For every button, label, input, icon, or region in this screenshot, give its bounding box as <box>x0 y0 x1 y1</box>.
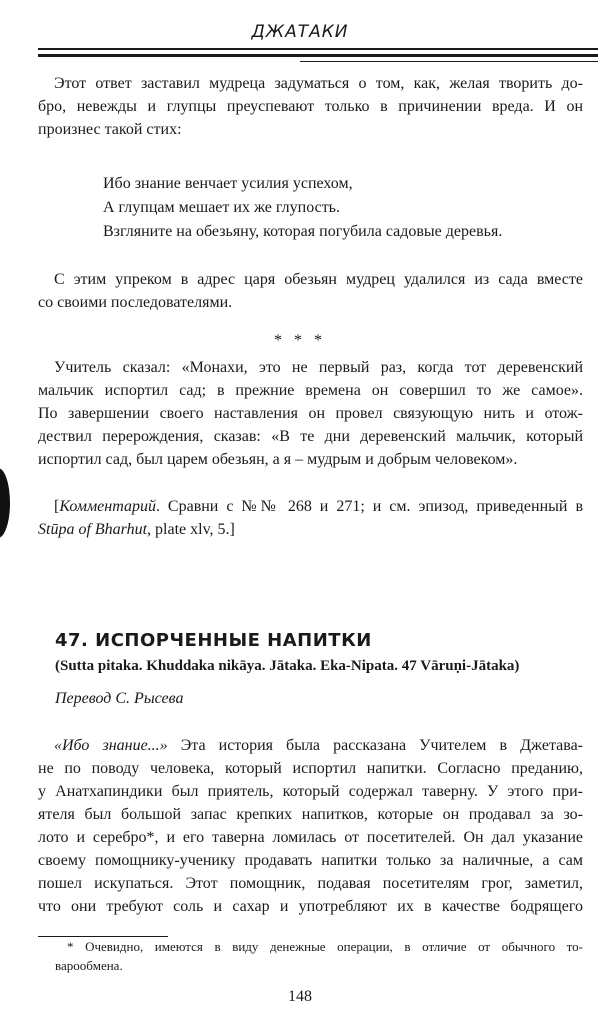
text-span: Эта история была рассказана Учителем в Джетава- <box>167 737 584 754</box>
commentary <box>38 495 583 541</box>
page-number: 148 <box>288 988 312 1005</box>
text-line: С этим упреком в адрес царя обезьян мудрец удалился из сада вместе <box>54 271 583 288</box>
commentary-line <box>38 518 583 541</box>
commentary-label: Комментарий <box>59 498 156 515</box>
commentary-line <box>38 495 583 518</box>
text-line: ятеля был большой запас крепких напитков, которые он продавал за зо- <box>38 806 583 823</box>
header-rule-top <box>38 48 598 50</box>
footnote-line: варообмена. <box>55 958 123 973</box>
running-head: ДЖАТАКИ <box>251 22 349 42</box>
text-line: не по поводу человека, который испортил напитки. Согласно преданию, <box>38 760 583 777</box>
text-line: По завершении своего наставления он провел связующую нить и отож- <box>38 405 583 422</box>
text-line: мальчик испортил сад; в прежние времена он совершил то же самое». <box>38 382 583 399</box>
story-heading: 47. ИСПОРЧЕННЫЕ НАПИТКИ <box>55 630 372 651</box>
story-body <box>38 734 583 918</box>
section-separator: * * * <box>274 332 326 349</box>
text-line: испортил сад, был царем обезьян, а я – мудрым и добрым человеком». <box>38 451 518 468</box>
scan-edge-shadow <box>0 468 10 538</box>
text-line <box>38 734 583 757</box>
text-line: бро, невежды и глупцы преуспевают только в причинении вреда. И он <box>38 98 583 115</box>
teacher-paragraph <box>38 356 583 471</box>
header-rule-middle <box>38 54 598 57</box>
text-line: у Анатхапиндики был приятель, который содержал таверну. У этого при- <box>38 783 583 800</box>
header-rule-bottom <box>300 61 598 62</box>
text-line: Этот ответ заставил мудреца задуматься о том, как, желая творить до- <box>54 75 583 92</box>
source-title: Stūpa of Bharhut <box>38 521 148 538</box>
verse <box>103 172 583 244</box>
story-subheading: (Sutta pitaka. Khuddaka nikāya. Jātaka. Eka-Nipata. 47 Vāruṇi-Jātaka) <box>55 658 520 674</box>
footnote <box>55 937 583 975</box>
text-line: своему помощнику-ученику продавать напитки только за наличные, а сам <box>38 852 583 869</box>
text-line: пошел искупаться. Этот помощник, подавая посетителям грог, заметил, <box>38 875 583 892</box>
verse-line: Ибо знание венчает усилия успехом, <box>103 175 353 192</box>
bracket: [ <box>54 498 60 515</box>
text-line: произнес такой стих: <box>38 121 182 138</box>
text-line: лото и серебро*, и его таверна ломилась от посетителей. Он дал указание <box>38 829 583 846</box>
text-line: со своими последователями. <box>38 294 233 311</box>
verse-line: Взгляните на обезьяну, которая погубила садовые деревья. <box>103 223 503 240</box>
intro-paragraph <box>38 72 583 141</box>
footnote-line: * Очевидно, имеются в виду денежные операции, в отличие от обычного то- <box>67 939 583 954</box>
verse-line: А глупцам мешает их же глупость. <box>103 199 340 216</box>
text-line: что они требуют соль и сахар и употребляют их в качестве бодрящего <box>38 898 583 915</box>
translator-credit: Перевод С. Рысева <box>55 690 184 707</box>
opening-phrase: «Ибо знание...» <box>54 737 168 754</box>
closing-paragraph <box>38 268 583 314</box>
commentary-text: . Сравни с №№ 268 и 271; и см. эпизод, приведенный в <box>155 498 583 515</box>
commentary-text: , plate xlv, 5.] <box>147 521 235 538</box>
text-line: дествил перерождения, сказав: «В те дни деревенский мальчик, который <box>38 428 583 445</box>
text-line: Учитель сказал: «Монахи, это не первый раз, когда тот деревенский <box>54 359 583 376</box>
